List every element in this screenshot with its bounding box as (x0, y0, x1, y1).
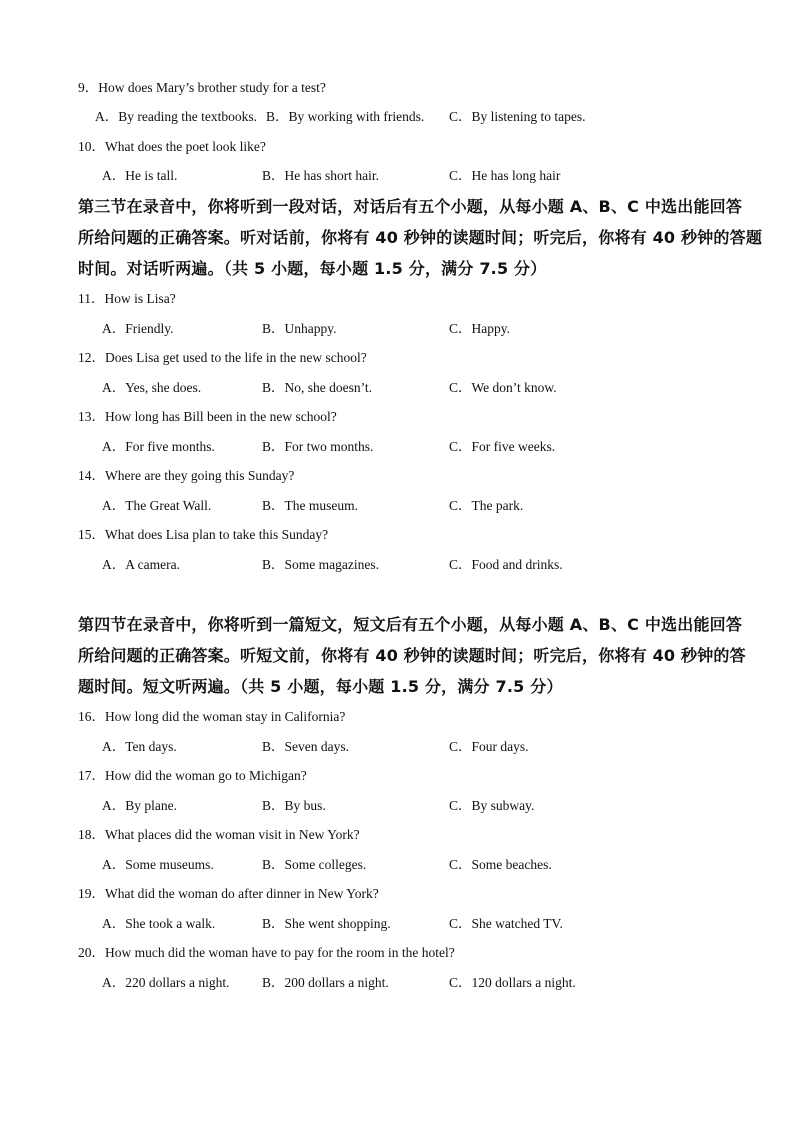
q20-option-b: B．200 dollars a night. (262, 975, 389, 990)
section-4-line-2: 所给问题的正确答案。听短文前，你将有 40 秒钟的读题时间；听完后，你将有 40 秒钟的答 (78, 646, 746, 665)
q9-option-a: A．By reading the textbooks. (95, 109, 257, 124)
q20-option-c: C．120 dollars a night. (449, 975, 576, 990)
q18-option-c: C．Some beaches. (449, 857, 552, 872)
q15-option-b: B．Some magazines. (262, 557, 379, 572)
q14-option-b: B．The museum. (262, 498, 358, 513)
section-4-line-1: 第四节在录音中，你将听到一篇短文，短文后有五个小题，从每小题 A、B、C 中选出能回答 (78, 615, 743, 634)
q19-option-b: B．She went shopping. (262, 916, 391, 931)
q18-option-b: B．Some colleges. (262, 857, 367, 872)
q14-option-a: A．The Great Wall. (102, 498, 212, 513)
section-3-line-1: 第三节在录音中，你将听到一段对话，对话后有五个小题，从每小题 A、B、C 中选出能回答 (78, 197, 743, 216)
q20-option-a: A．220 dollars a night. (102, 975, 230, 990)
q11-option-c: C．Happy. (449, 321, 510, 336)
q15-option-c: C．Food and drinks. (449, 557, 563, 572)
q10-option-b: B．He has short hair. (262, 168, 379, 183)
section-4-line-3: 题时间。短文听两遍。（共 5 小题，每小题 1.5 分，满分 7.5 分） (78, 677, 563, 696)
q15-option-a: A．A camera. (102, 557, 180, 572)
q17-option-c: C．By subway. (449, 798, 535, 813)
question-17: 17．How did the woman go to Michigan? (78, 768, 307, 783)
q9-option-c: C．By listening to tapes. (449, 109, 586, 124)
q18-option-a: A．Some museums. (102, 857, 214, 872)
question-14: 14．Where are they going this Sunday? (78, 468, 295, 483)
q19-option-c: C．She watched TV. (449, 916, 563, 931)
q16-option-b: B．Seven days. (262, 739, 349, 754)
q10-option-c: C．He has long hair (449, 168, 561, 183)
question-18: 18．What places did the woman visit in New York? (78, 827, 360, 842)
q17-option-b: B．By bus. (262, 798, 326, 813)
question-10: 10．What does the poet look like? (78, 139, 266, 154)
question-13: 13．How long has Bill been in the new school? (78, 409, 337, 424)
question-15: 15．What does Lisa plan to take this Sunday? (78, 527, 329, 542)
q16-option-c: C．Four days. (449, 739, 529, 754)
q9-option-b: B．By working with friends. (266, 109, 425, 124)
q16-option-a: A．Ten days. (102, 739, 177, 754)
q11-option-b: B．Unhappy. (262, 321, 337, 336)
question-19: 19．What did the woman do after dinner in New York? (78, 886, 379, 901)
q14-option-c: C．The park. (449, 498, 524, 513)
section-3-line-2: 所给问题的正确答案。听对话前，你将有 40 秒钟的读题时间；听完后，你将有 40 秒钟的答题 (78, 228, 763, 247)
section-3-line-3: 时间。对话听两遍。（共 5 小题，每小题 1.5 分，满分 7.5 分） (78, 259, 547, 278)
q12-option-c: C．We don’t know. (449, 380, 557, 395)
question-16: 16．How long did the woman stay in California? (78, 709, 346, 724)
q13-option-c: C．For five weeks. (449, 439, 556, 454)
section-3-instructions (78, 191, 763, 284)
q12-option-b: B．No, she doesn’t. (262, 380, 372, 395)
q11-option-a: A．Friendly. (102, 321, 174, 336)
section-4-instructions (78, 609, 746, 702)
q10-option-a: A．He is tall. (102, 168, 178, 183)
q19-option-a: A．She took a walk. (102, 916, 216, 931)
q13-option-b: B．For two months. (262, 439, 374, 454)
question-12: 12．Does Lisa get used to the life in the new school? (78, 350, 367, 365)
question-9: 9．How does Mary’s brother study for a test? (78, 80, 326, 95)
question-11: 11．How is Lisa? (78, 291, 176, 306)
q13-option-a: A．For five months. (102, 439, 215, 454)
question-20: 20．How much did the woman have to pay for the room in the hotel? (78, 945, 455, 960)
q17-option-a: A．By plane. (102, 798, 177, 813)
q12-option-a: A．Yes, she does. (102, 380, 202, 395)
